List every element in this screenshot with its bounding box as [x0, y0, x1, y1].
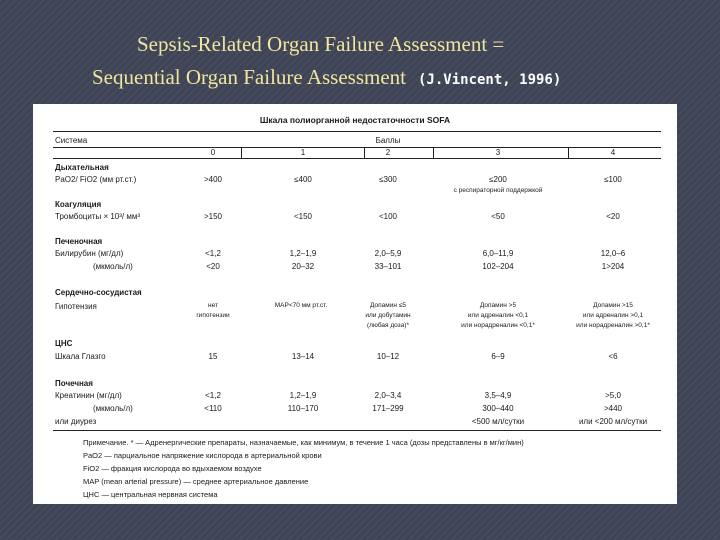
resp-value: ≤200 — [489, 175, 507, 184]
coag-heading: Коагуляция — [55, 200, 102, 209]
header-score-3: 3 — [495, 148, 501, 157]
sofa-table-image — [33, 104, 677, 504]
slide-title-line1: Sepsis-Related Organ Failure Assessment = — [137, 32, 505, 56]
coag-label: Тромбоциты × 10³/ мм³ — [55, 212, 141, 221]
note-line: PaO2 — парциальное напряжение кислорода в артериальной крови — [83, 451, 322, 460]
liver-label-mgdl: Билирубин (мг/дл) — [55, 249, 124, 258]
coag-value: <150 — [293, 212, 313, 221]
liver-value: 2,0–5,9 — [374, 249, 402, 258]
header-points: Баллы — [375, 136, 401, 145]
cns-value: 10–12 — [376, 352, 400, 361]
cardio-value: или адреналин >0,1 — [582, 312, 644, 319]
coag-value: <20 — [606, 212, 620, 221]
liver-value: <1,2 — [205, 249, 221, 258]
cardio-value: Допамин >15 — [593, 302, 633, 309]
renal-value: 171–299 — [372, 404, 404, 413]
cardio-value: нет — [208, 302, 218, 309]
resp-value: ≤300 — [379, 175, 397, 184]
liver-value: 102–204 — [482, 262, 514, 271]
liver-value: 1,2–1,9 — [289, 249, 317, 258]
liver-value: 12,0–6 — [600, 249, 626, 258]
note-line: FiO2 — фракция кислорода во вдыхаемом воздухе — [83, 464, 262, 473]
rule-top — [53, 131, 661, 132]
cns-value: <6 — [608, 352, 618, 361]
resp-label: PaO2/ FiO2 (мм рт.ст.) — [55, 175, 137, 184]
header-score-4: 4 — [610, 148, 616, 157]
cns-value: 13–14 — [291, 352, 315, 361]
coag-value: <100 — [378, 212, 398, 221]
renal-value: 1,2–1,9 — [289, 391, 317, 400]
cardio-value: или адреналин <0,1 — [467, 312, 529, 319]
header-score-2: 2 — [385, 148, 391, 157]
coag-value: <50 — [491, 212, 505, 221]
renal-label-diuresis: или диурез — [55, 417, 97, 426]
renal-value: 2,0–3,4 — [374, 391, 402, 400]
liver-value: 6,0–11,9 — [482, 249, 514, 258]
cns-heading: ЦНС — [55, 339, 73, 348]
renal-label-umol: (мкмоль/л) — [93, 404, 133, 413]
reference-label: (J.Vincent, 1996) — [418, 72, 562, 88]
note-line: MAP (mean arterial pressure) — среднее артериальное давление — [83, 477, 309, 486]
cardio-value: или норадреналин <0,1* — [461, 322, 535, 329]
cardio-value: (любая доза)* — [367, 322, 409, 329]
resp-heading: Дыхательная — [55, 163, 109, 172]
cns-value: 6–9 — [491, 352, 505, 361]
note-line: Примечание. * — Адренергические препараты, назначаемые, как минимум, в течение 1 часа (дозы представлены в мг/кг/мин) — [83, 438, 524, 447]
rule-bottom — [53, 430, 661, 431]
renal-value: <110 — [204, 404, 222, 413]
cardio-value: Допамин >5 — [479, 302, 517, 309]
liver-value: 1>204 — [601, 262, 625, 271]
renal-label-mgdl: Креатинин (мг/дл) — [55, 391, 122, 400]
rule-header-mid — [53, 147, 661, 148]
renal-value: 3,5–4,9 — [484, 391, 512, 400]
rule-header-bottom — [53, 158, 661, 159]
cns-value: 15 — [208, 352, 218, 361]
resp-value: ≤100 — [604, 175, 622, 184]
cardio-value: или добутамин — [365, 312, 411, 319]
cardio-value: или норадреналин >0,1* — [576, 322, 650, 329]
col-divider — [433, 147, 434, 158]
renal-value: >5,0 — [605, 391, 621, 400]
slide-title-line2 — [92, 65, 561, 90]
header-score-1: 1 — [300, 148, 306, 157]
cardio-heading: Сердечно-сосудистая — [55, 288, 142, 297]
liver-label-umol: (мкмоль/л) — [93, 262, 133, 271]
cardio-value: гипотензии — [196, 312, 230, 319]
coag-value: >150 — [203, 212, 223, 221]
resp-value: ≤400 — [294, 175, 312, 184]
renal-value: <500 мл/сутки — [471, 417, 525, 426]
header-score-0: 0 — [210, 148, 216, 157]
resp-value: >400 — [203, 175, 223, 184]
cardio-label: Гипотензия — [55, 302, 97, 311]
liver-value: <20 — [206, 262, 220, 271]
note-line: ЦНС — центральная нервная система — [83, 490, 218, 499]
resp-support-note: с респираторной поддержкой — [453, 187, 543, 194]
renal-value: 110–170 — [287, 404, 319, 413]
renal-value: <1,2 — [205, 391, 221, 400]
liver-value: 33–101 — [374, 262, 402, 271]
slide-title-text: Sequential Organ Failure Assessment — [92, 65, 406, 89]
renal-value: или <200 мл/сутки — [578, 417, 648, 426]
renal-heading: Почечная — [55, 379, 93, 388]
cardio-value: MAP<70 мм рт.ст. — [274, 302, 328, 309]
cardio-value: Допамин ≤5 — [370, 302, 406, 309]
table-title: Шкала полиорганной недостаточности SOFA — [259, 115, 451, 125]
col-divider — [568, 147, 569, 158]
cns-label: Шкала Глазго — [55, 352, 106, 361]
liver-value: 20–32 — [291, 262, 315, 271]
renal-value: 300–440 — [482, 404, 514, 413]
renal-value: >440 — [603, 404, 623, 413]
liver-heading: Печеночная — [55, 237, 103, 246]
header-system: Система — [55, 136, 88, 145]
